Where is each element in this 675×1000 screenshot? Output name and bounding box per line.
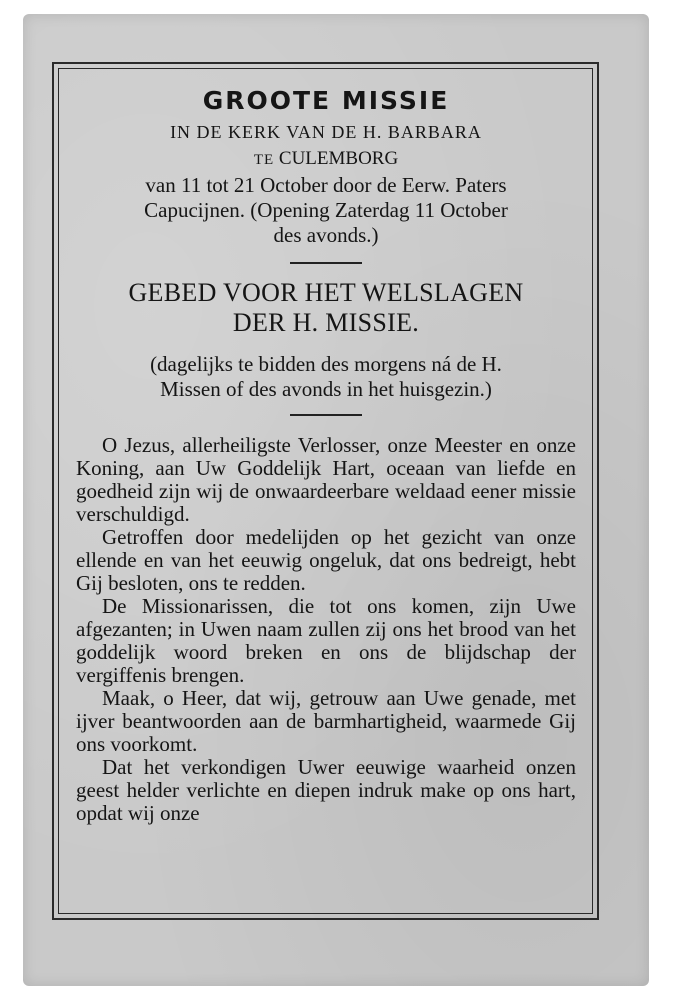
prayer-text: [76, 434, 576, 825]
town-line: [76, 146, 576, 173]
usage-note: [76, 352, 576, 402]
dates-line: des avonds.): [273, 223, 379, 247]
dates-line: Capucijnen. (Opening Zaterdag 11 October: [144, 198, 508, 222]
prayer-paragraph: Maak, o Heer, dat wij, getrouw aan Uwe genade, met ijver beantwoorden aan de barmhartigheid, waarmede Gij ons voorkomt.: [76, 686, 576, 756]
prayer-title-line: DER H. MISSIE.: [232, 308, 420, 337]
usage-note-line: (dagelijks te bidden des morgens ná de H.: [150, 352, 502, 376]
dates-block: [76, 173, 576, 248]
prayer-title-line: GEBED VOOR HET WELSLAGEN: [128, 278, 524, 307]
town-name: CULEMBORG: [278, 148, 399, 169]
dates-line: van 11 tot 21 October door de Eerw. Paters: [145, 173, 507, 197]
usage-note-line: Missen of des avonds in het huisgezin.): [160, 377, 492, 401]
prayer-paragraph: Dat het verkondigen Uwer eeuwige waarheid onzen geest helder verlichte en diepen indruk make op ons hart, opdat wij onze: [76, 755, 576, 825]
divider: [290, 262, 362, 264]
prayer-heading-block: [76, 278, 576, 402]
prayer-paragraph: De Missionarissen, die tot ons komen, zijn Uwe afgezanten; in Uwen naam zullen zij ons het brood van het goddelijk woord breken en ons de blijdschap der vergiffenis brengen.: [76, 594, 576, 687]
town-prefix: TE: [253, 152, 275, 168]
prayer-paragraph: O Jezus, allerheiligste Verlosser, onze Meester en onze Koning, aan Uw Goddelijk Hart, oceaan van liefde en goedheid zijn wij de onwaardeerbare weldaad eener missie verschuldigd.: [76, 433, 576, 526]
divider: [290, 414, 362, 416]
prayer-title: [76, 278, 576, 338]
church-line: IN DE KERK VAN DE H. BARBARA: [170, 122, 482, 142]
header-block: [76, 84, 576, 248]
mission-title: GROOTE MISSIE: [202, 86, 450, 115]
card-content: [76, 80, 576, 825]
prayer-paragraph: Getroffen door medelijden op het gezicht van onze ellende en van het eeuwig ongeluk, dat ons bedreigt, hebt Gij besloten, ons te redden.: [76, 525, 576, 595]
